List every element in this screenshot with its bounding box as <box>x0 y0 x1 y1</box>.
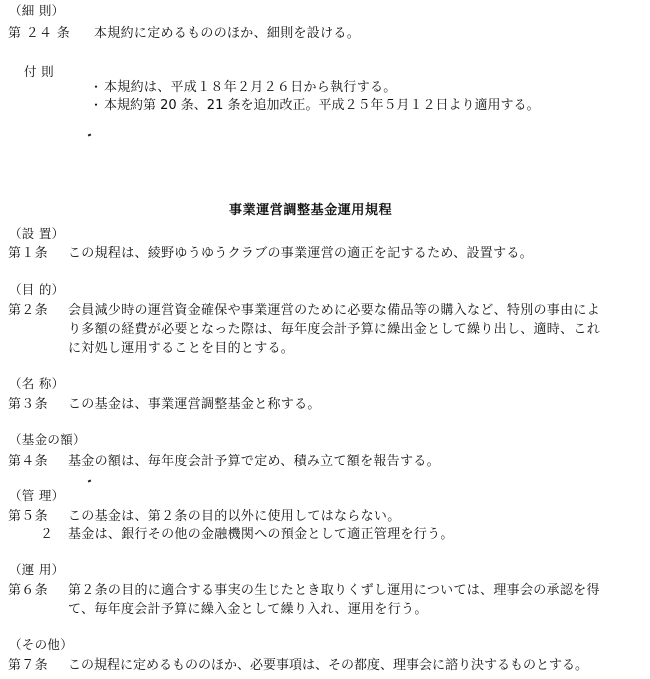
article-2-line-1: 会員減少時の運営資金確保や事業運営のために必要な備品等の購入など、特別の事由によ <box>68 303 601 318</box>
article-5-paragraph-2-text: 基金は、銀行その他の金融機関への預金として適正管理を行う。 <box>68 527 454 542</box>
article-24-label: 第 ２４ 条 <box>8 26 71 41</box>
section-1-heading: （設 置） <box>9 226 65 241</box>
section-3-heading: （名 称） <box>9 376 65 391</box>
article-1-text: この規程は、綾野ゆうゆうクラブの事業運営の適正を記するため、設置する。 <box>68 246 533 261</box>
section-2-heading: （目 的） <box>9 282 65 297</box>
article-3-label: 第３条 <box>8 397 48 412</box>
article-3-text: この基金は、事業運営調整基金と称する。 <box>68 397 321 412</box>
article-24-text: 本規約に定めるもののほか、細則を設ける。 <box>94 26 361 41</box>
supplementary-heading: 付 則 <box>24 64 54 79</box>
scan-speck <box>88 134 92 137</box>
bullet-2: ・ <box>90 98 103 112</box>
section-7-heading: （その他） <box>9 637 74 652</box>
bylaw-heading: （細 則） <box>9 3 65 18</box>
article-6-line-1: 第２条の目的に適合する事実の生じたとき取りくずし運用については、理事会の承認を得 <box>68 583 600 598</box>
article-5-text: この基金は、第２条の目的以外に使用してはならない。 <box>68 509 401 524</box>
article-1-label: 第１条 <box>8 246 48 261</box>
article-2-line-3: に対処し運用することを目的とする。 <box>68 341 295 356</box>
section-5-heading: （管 理） <box>9 488 65 503</box>
article-5-paragraph-2-label: ２ <box>40 527 54 542</box>
article-6-line-2: て、毎年度会計予算に繰入金として繰り入れ、運用を行う。 <box>68 602 428 617</box>
article-6-label: 第６条 <box>8 583 48 598</box>
article-2-label: 第２条 <box>8 303 48 318</box>
article-7-label: 第７条 <box>8 658 48 673</box>
bullet-1: ・ <box>90 80 103 94</box>
scan-speck <box>88 480 92 483</box>
regulation-title: 事業運営調整基金運用規程 <box>229 203 393 218</box>
article-2-line-2: り多額の経費が必要となった際は、毎年度会計予算に繰出金として繰り出し、適時、これ <box>68 322 601 337</box>
section-4-heading: （基金の額） <box>9 432 86 447</box>
supplementary-item-2: 本規約第 20 条、21 条を追加改正。平成２５年５月１２日より適用する。 <box>104 98 540 113</box>
article-4-label: 第４条 <box>8 454 48 469</box>
article-4-text: 基金の額は、毎年度会計予算で定め、積み立て額を報告する。 <box>68 454 440 469</box>
article-7-text: この規程に定めるもののほか、必要事項は、その都度、理事会に諮り決するものとする。 <box>68 658 589 673</box>
section-6-heading: （運 用） <box>9 562 65 577</box>
supplementary-item-1: 本規約は、平成１８年２月２６日から執行する。 <box>104 80 397 95</box>
article-5-label: 第５条 <box>8 509 48 524</box>
